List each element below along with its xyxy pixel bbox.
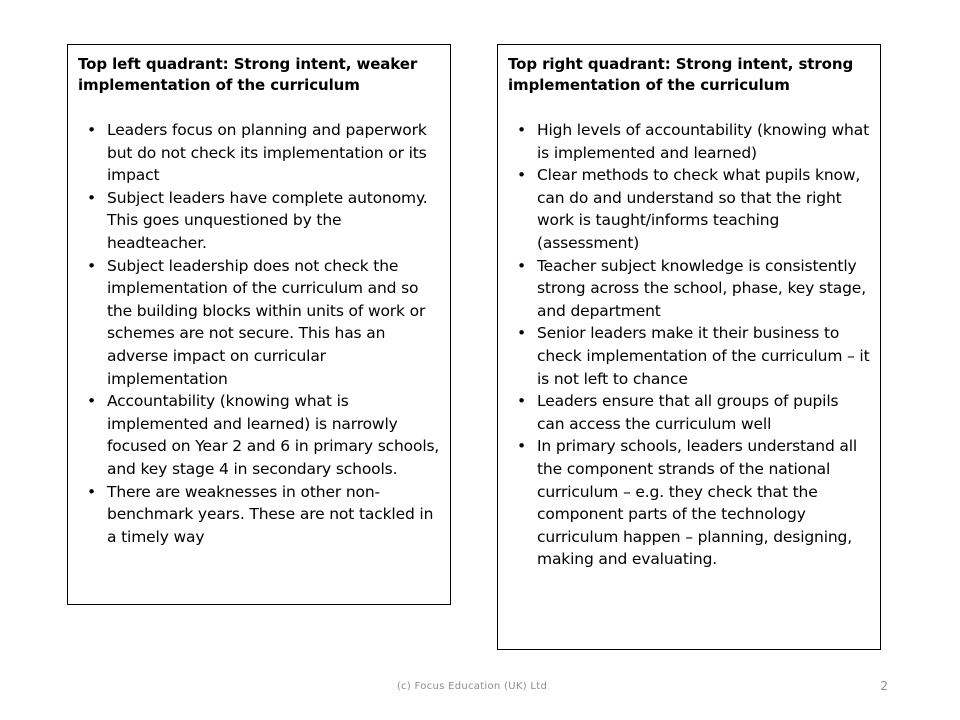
list-item: • Leaders focus on planning and paperwork but do not check its implementation or its impact [78, 119, 440, 187]
list-item: • In primary schools, leaders understand all the component strands of the national curriculum – e.g. they check that the component parts of the technology curriculum happen – planning, designing, making and evaluating. [508, 435, 870, 571]
list-item: • Teacher subject knowledge is consistently strong across the school, phase, key stage, and department [508, 255, 870, 323]
list-item: • Leaders ensure that all groups of pupils can access the curriculum well [508, 390, 870, 435]
list-item: • There are weaknesses in other non-benchmark years. These are not tackled in a timely way [78, 481, 440, 549]
top-left-quadrant-title: Top left quadrant: Strong intent, weaker implementation of the curriculum [78, 55, 418, 94]
list-item: • High levels of accountability (knowing what is implemented and learned) [508, 119, 870, 164]
page-number: 2 [880, 679, 888, 693]
list-item: • Subject leaders have complete autonomy. This goes unquestioned by the headteacher. [78, 187, 440, 255]
list-item: • Subject leadership does not check the implementation of the curriculum and so the building blocks within units of work or schemes are not secure. This has an adverse impact on curricular implementation [78, 255, 440, 391]
top-right-quadrant-box [497, 44, 881, 650]
top-left-quadrant-list [78, 119, 440, 548]
top-right-quadrant-list [508, 119, 870, 571]
list-item: • Accountability (knowing what is implemented and learned) is narrowly focused on Year 2 and 6 in primary schools, and key stage 4 in secondary schools. [78, 390, 440, 480]
top-left-quadrant-box [67, 44, 451, 605]
list-item: • Senior leaders make it their business to check implementation of the curriculum – it is not left to chance [508, 322, 870, 390]
footer-credit: (c) Focus Education (UK) Ltd [396, 681, 548, 692]
list-item: • Clear methods to check what pupils know, can do and understand so that the right work is taught/informs teaching (assessment) [508, 164, 870, 254]
top-right-quadrant-title: Top right quadrant: Strong intent, strong implementation of the curriculum [508, 55, 854, 94]
